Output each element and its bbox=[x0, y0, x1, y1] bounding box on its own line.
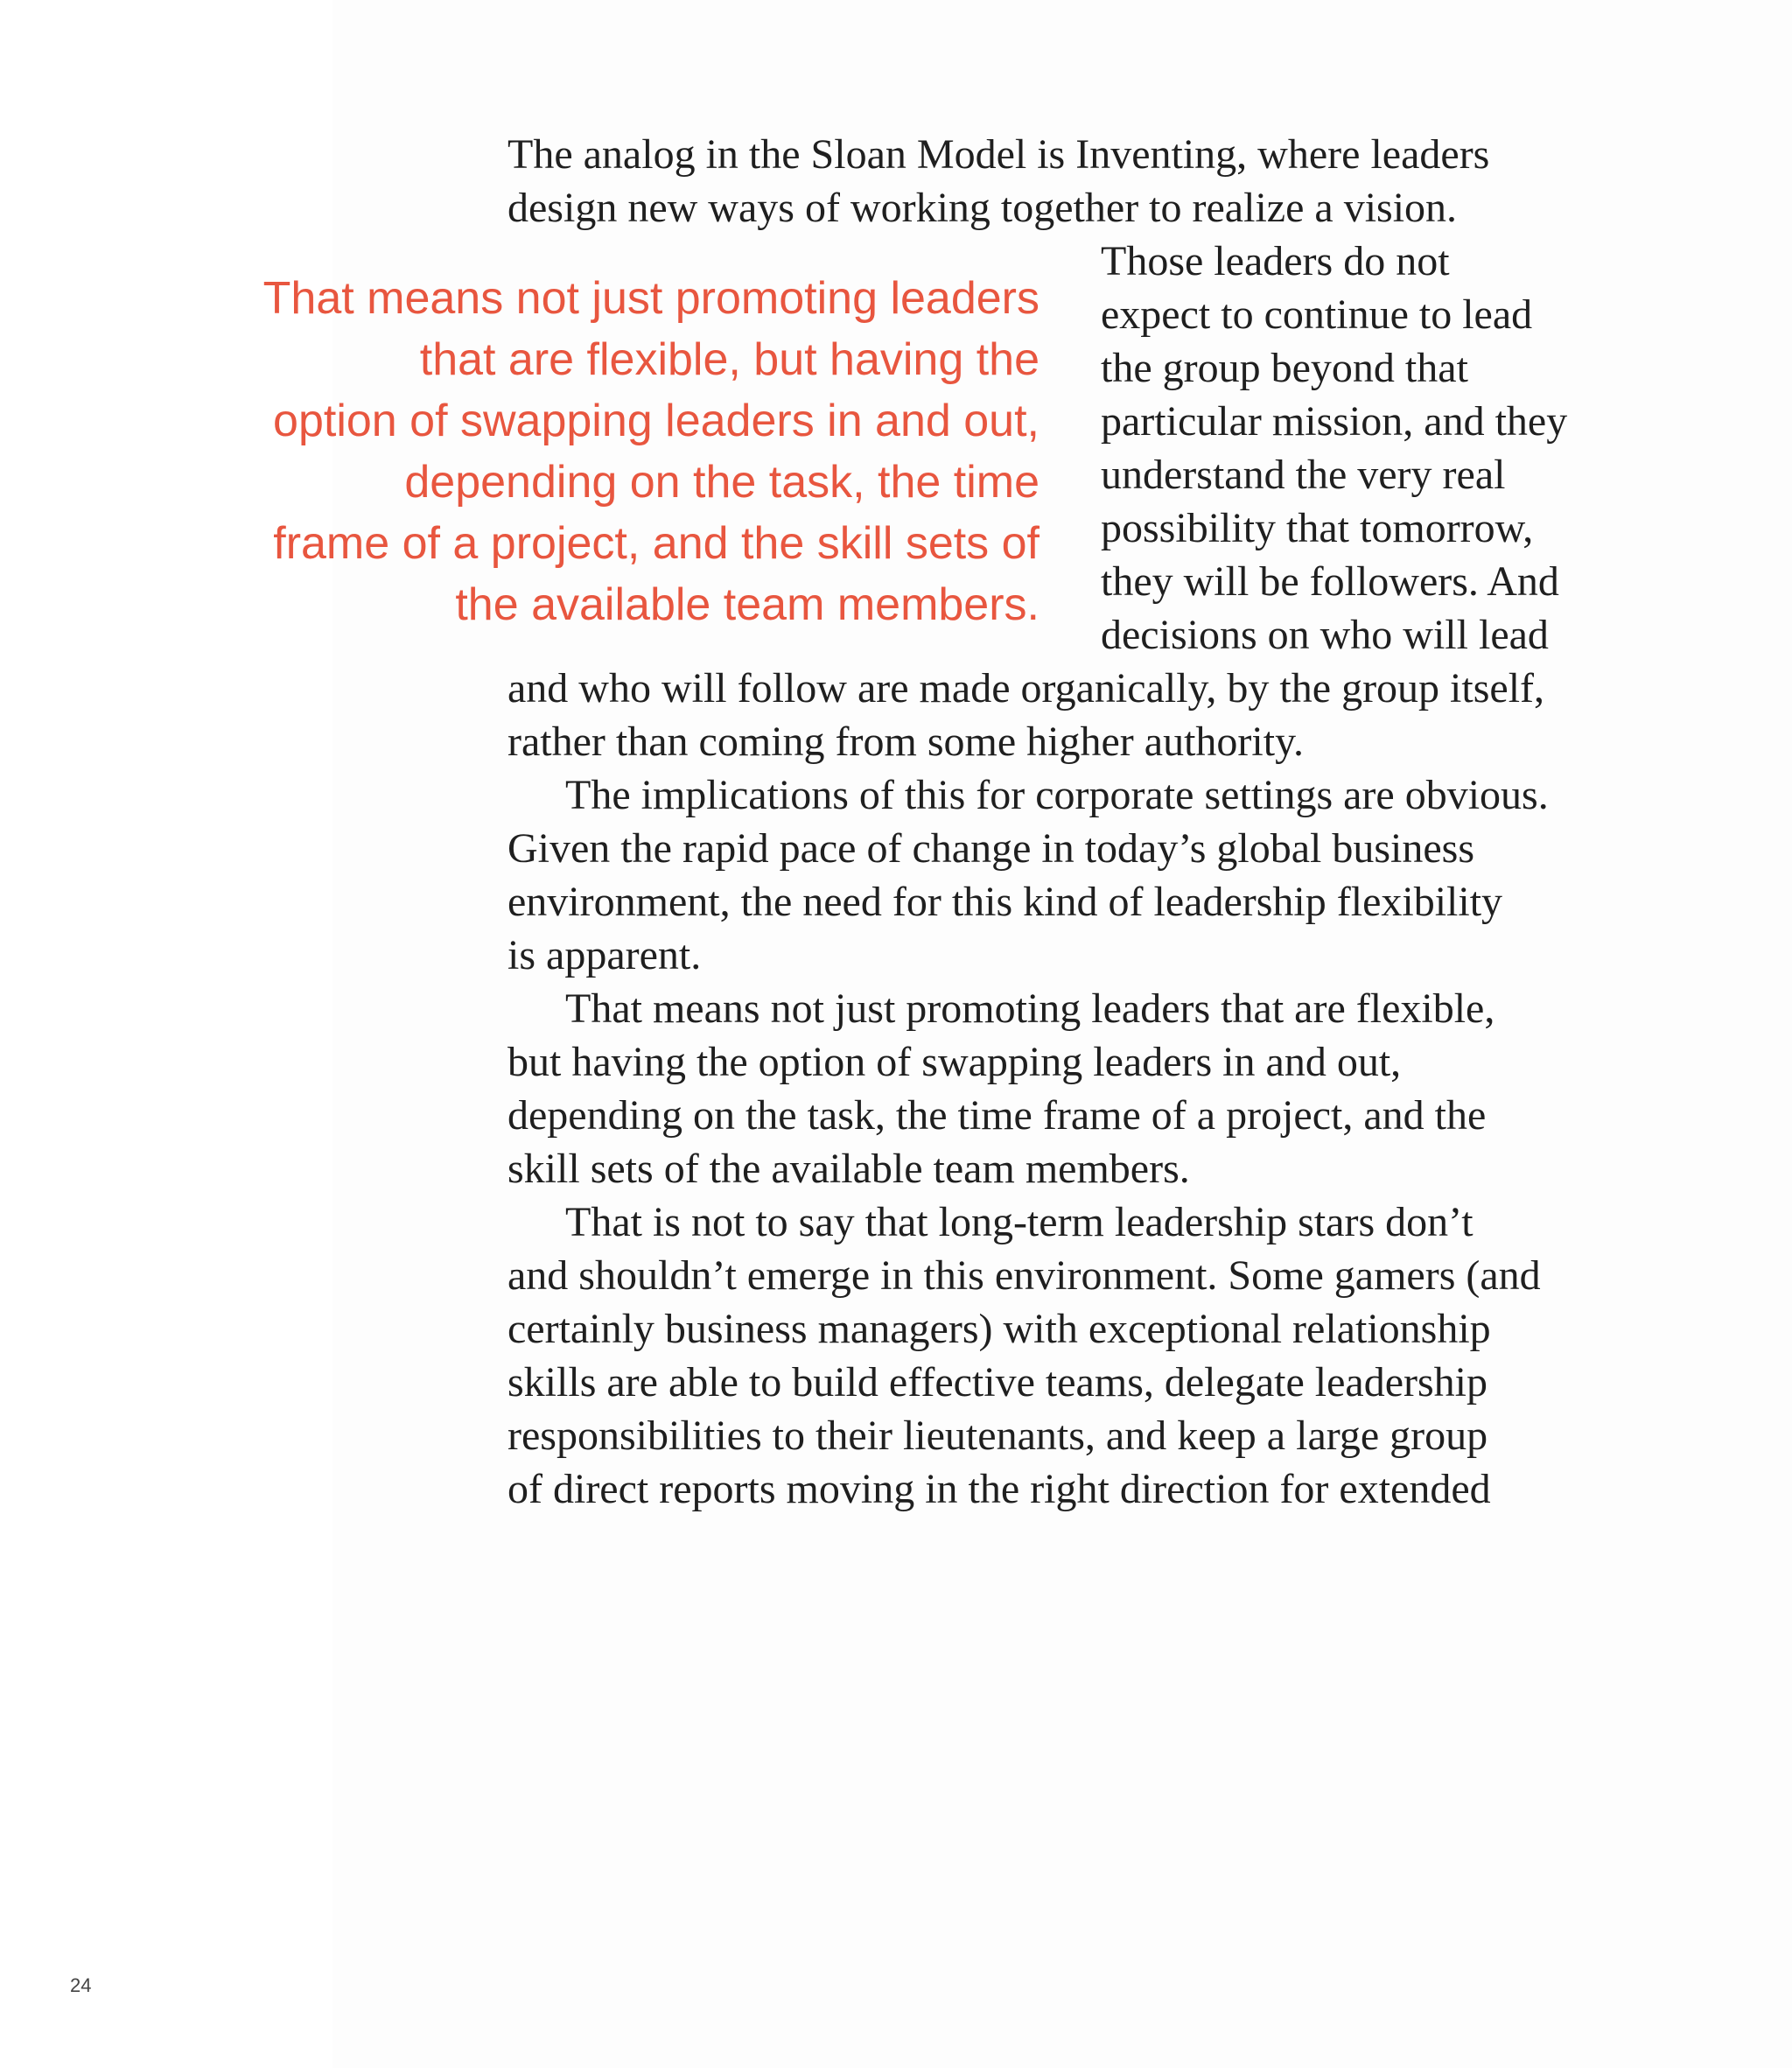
body-text-wrap-column bbox=[1101, 235, 1567, 662]
body-line: particular mission, and they bbox=[1101, 398, 1568, 445]
body-line: expect to continue to lead bbox=[1101, 291, 1533, 338]
pull-quote-line: frame of a project, and the skill sets of bbox=[273, 518, 1040, 569]
pull-quote-line: the available team members. bbox=[455, 579, 1040, 630]
body-line: and who will follow are made organically, by the group itself, bbox=[508, 665, 1545, 712]
body-line: they will be followers. And bbox=[1101, 558, 1559, 605]
body-line: is apparent. bbox=[508, 932, 702, 978]
body-line: Given the rapid pace of change in today’s global business bbox=[508, 825, 1475, 872]
paragraph-first-line: That is not to say that long-term leadership stars don’t bbox=[565, 1199, 1474, 1245]
paragraph-first-line: That means not just promoting leaders that are flexible, bbox=[565, 985, 1495, 1032]
body-line: rather than coming from some higher authority. bbox=[508, 719, 1304, 765]
paragraph-first-line: The implications of this for corporate settings are obvious. bbox=[565, 772, 1549, 818]
pull-quote bbox=[263, 268, 1040, 635]
pull-quote-line: option of swapping leaders in and out, bbox=[273, 396, 1040, 446]
body-line: The analog in the Sloan Model is Inventing, where leaders bbox=[508, 131, 1490, 178]
body-text-top bbox=[508, 128, 1489, 235]
body-line: certainly business managers) with exceptional relationship bbox=[508, 1306, 1491, 1352]
page-number: 24 bbox=[70, 1974, 92, 1996]
body-line: depending on the task, the time frame of a project, and the bbox=[508, 1092, 1487, 1139]
body-line: possibility that tomorrow, bbox=[1101, 505, 1534, 551]
body-line: of direct reports moving in the right direction for extended bbox=[508, 1466, 1491, 1512]
body-line: responsibilities to their lieutenants, and keep a large group bbox=[508, 1413, 1488, 1459]
body-line: understand the very real bbox=[1101, 452, 1506, 498]
body-line: the group beyond that bbox=[1101, 345, 1468, 391]
pull-quote-line: that are flexible, but having the bbox=[419, 334, 1040, 385]
body-line: environment, the need for this kind of leadership flexibility bbox=[508, 879, 1503, 925]
body-line: decisions on who will lead bbox=[1101, 612, 1549, 658]
body-line: and shouldn’t emerge in this environment. Some gamers (and bbox=[508, 1252, 1541, 1299]
body-line: but having the option of swapping leaders in and out, bbox=[508, 1039, 1402, 1085]
pull-quote-line: depending on the task, the time bbox=[404, 457, 1040, 508]
pull-quote-line: That means not just promoting leaders bbox=[262, 273, 1040, 324]
body-line: design new ways of working together to realize a vision. bbox=[508, 185, 1458, 231]
body-text-main bbox=[508, 662, 1549, 1516]
body-line: skills are able to build effective teams, delegate leadership bbox=[508, 1359, 1488, 1406]
body-line: Those leaders do not bbox=[1101, 238, 1450, 284]
body-line: skill sets of the available team members. bbox=[508, 1146, 1190, 1192]
